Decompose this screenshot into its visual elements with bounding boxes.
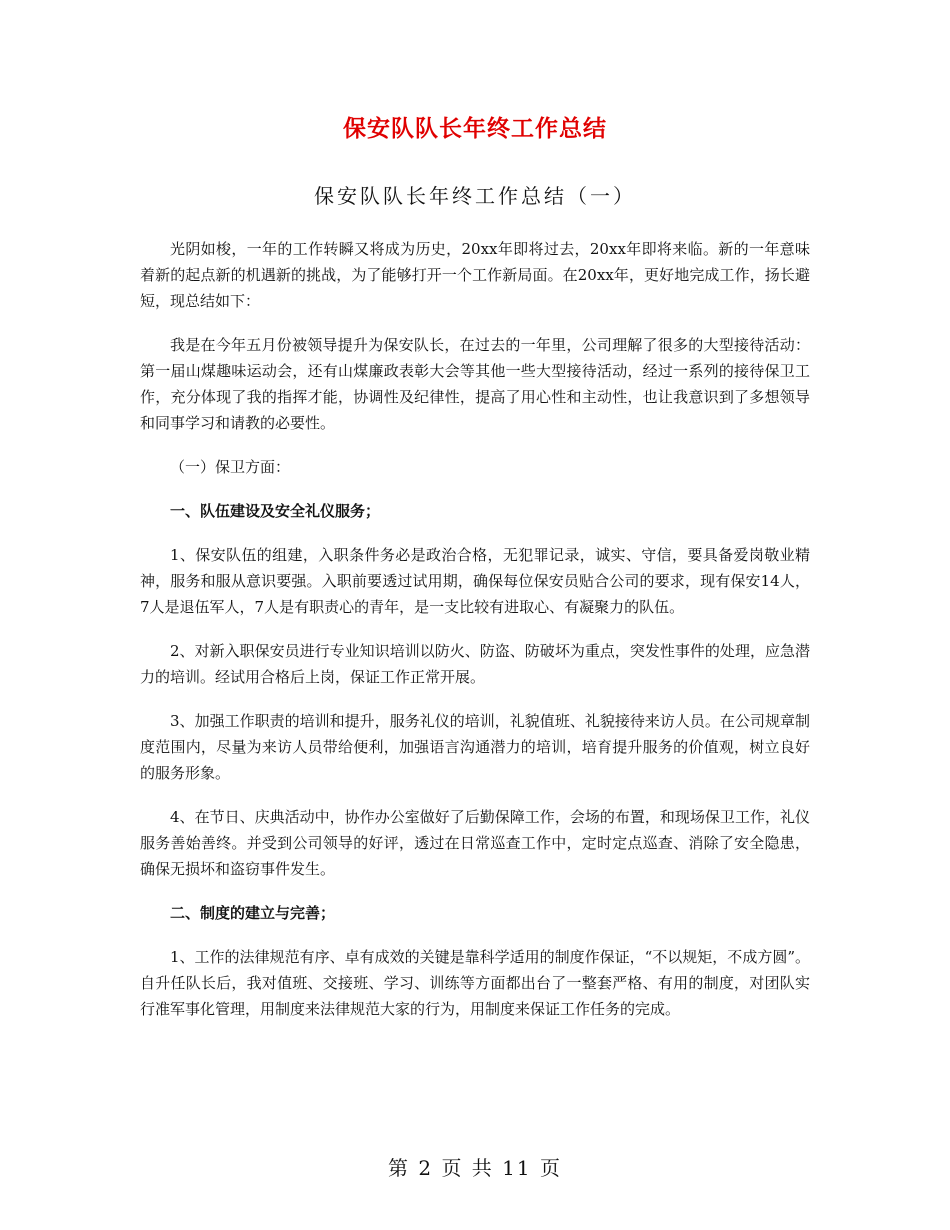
section-subtitle: 保安队队长年终工作总结（一） bbox=[314, 184, 636, 208]
page-footer: 第 2 页 共 11 页 bbox=[388, 1156, 562, 1180]
document-title: 保安队队长年终工作总结 bbox=[343, 116, 607, 142]
intro-paragraph: 光阴如梭，一年的工作转瞬又将成为历史，20xx年即将过去，20xx年即将来临。新的一年意味着新的起点新的机遇新的挑战，为了能够打开一个工作新局面。在20xx年，更好地完成工作，扬长避短，现总结如下： bbox=[140, 240, 810, 310]
background-paragraph: 我是在今年五月份被领导提升为保安队长，在过去的一年里，公司理解了很多的大型接待活动：第一届山煤趣味运动会，还有山煤廉政表彰大会等其他一些大型接待活动，经过一系列的接待保卫工作，充分体现了我的指挥才能，协调性及纪律性，提高了用心性和主动性，也让我意识到了多想领导和同事学习和请教的必要性。 bbox=[140, 336, 810, 432]
heading-team-building: 一、队伍建设及安全礼仪服务； bbox=[170, 502, 381, 520]
list-item-1: 1、保安队伍的组建，入职条件务必是政治合格，无犯罪记录，诚实、守信，要具备爱岗敬业精神，服务和服从意识要强。入职前要透过试用期，确保每位保安员贴合公司的要求，现有保安14人，7人是退伍军人，7人是有职责心的青年，是一支比较有进取心、有凝聚力的队伍。 bbox=[140, 546, 810, 616]
list-item-4: 4、在节日、庆典活动中，协作办公室做好了后勤保障工作，会场的布置，和现场保卫工作，礼仪服务善始善终。并受到公司领导的好评，透过在日常巡查工作中，定时定点巡查、消除了安全隐患，确保无损坏和盗窃事件发生。 bbox=[140, 808, 810, 878]
list-item-2: 2、对新入职保安员进行专业知识培训以防火、防盗、防破坏为重点，突发性事件的处理，应急潜力的培训。经试用合格后上岗，保证工作正常开展。 bbox=[140, 642, 810, 686]
system-item-1: 1、工作的法律规范有序、卓有成效的关键是靠科学适用的制度作保证，“不以规矩，不成方圆”。自升任队长后，我对值班、交接班、学习、训练等方面都出台了一整套严格、有用的制度，对团队实行准军事化管理，用制度来法律规范大家的行为，用制度来保证工作任务的完成。 bbox=[140, 948, 810, 1018]
list-item-3: 3、加强工作职责的培训和提升，服务礼仪的培训，礼貌值班、礼貌接待来访人员。在公司规章制度范围内，尽量为来访人员带给便利，加强语言沟通潜力的培训，培育提升服务的价值观，树立良好的服务形象。 bbox=[140, 712, 810, 782]
section-heading-security: （一）保卫方面： bbox=[170, 458, 291, 476]
heading-system-building: 二、制度的建立与完善； bbox=[170, 904, 336, 922]
document-body bbox=[140, 236, 810, 1040]
